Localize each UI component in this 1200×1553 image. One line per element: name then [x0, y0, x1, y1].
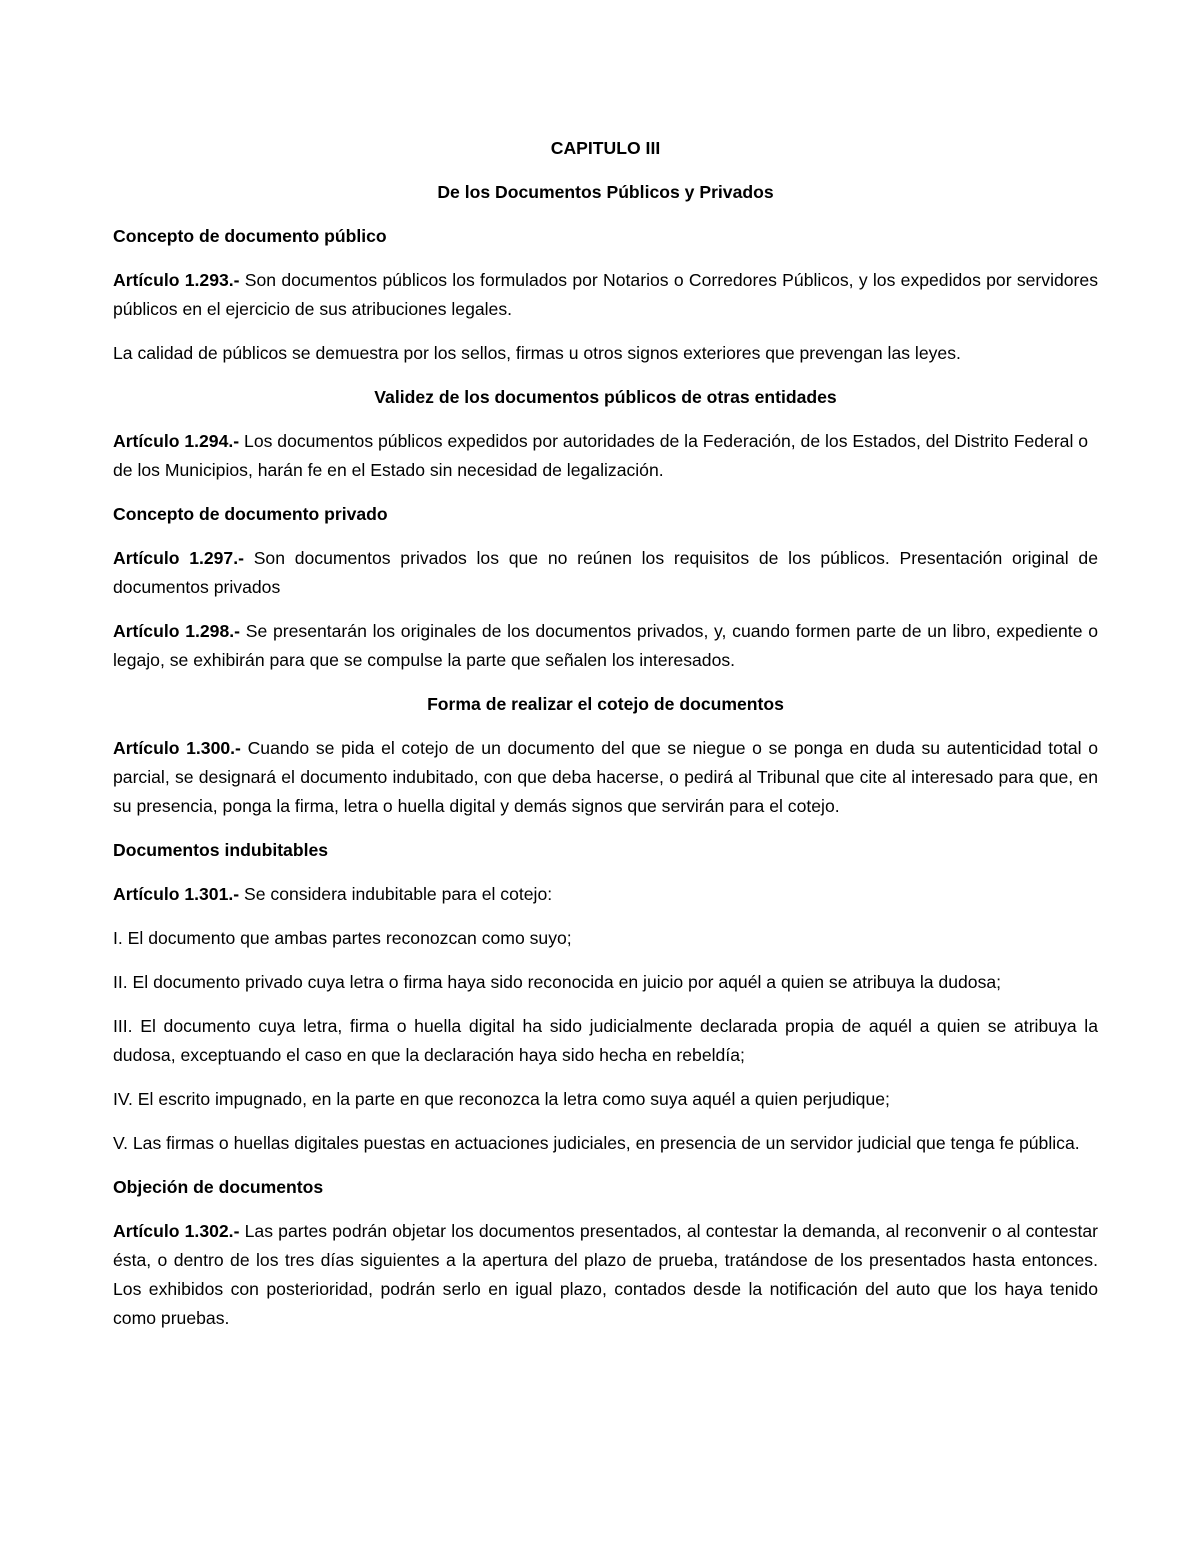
- article-text: Los documentos públicos expedidos por autoridades de la Federación, de los Estados, del Distrito Federal o de los Municipios, harán fe en el Estado sin necesidad de legalización.: [113, 431, 1089, 480]
- list-item: II. El documento privado cuya letra o firma haya sido reconocida en juicio por aquél a quien se atribuya la dudosa;: [113, 972, 1002, 992]
- list-item: V. Las firmas o huellas digitales puestas en actuaciones judiciales, en presencia de un servidor judicial que tenga fe pública.: [113, 1133, 1080, 1153]
- article-text: Se considera indubitable para el cotejo:: [239, 884, 553, 904]
- article-number: Artículo 1.302.-: [113, 1221, 240, 1241]
- article-text: Son documentos privados los que no reúnen los requisitos de los públicos. Presentación original de documentos privados: [113, 548, 1098, 597]
- section-heading-indubitables: Documentos indubitables: [113, 840, 329, 860]
- article-1297: [113, 544, 1098, 602]
- article-number: Artículo 1.301.-: [113, 884, 240, 904]
- article-text: Son documentos públicos los formulados por Notarios o Corredores Públicos, y los expedidos por servidores públicos en el ejercicio de sus atribuciones legales.: [113, 270, 1098, 319]
- article-number: Artículo 1.300.-: [113, 738, 241, 758]
- article-text: Se presentarán los originales de los documentos privados, y, cuando formen parte de un libro, expediente o legajo, se exhibirán para que se compulse la parte que señalen los interesados.: [113, 621, 1098, 670]
- list-item: I. El documento que ambas partes reconozcan como suyo;: [113, 928, 572, 948]
- section-heading-concepto-privado: Concepto de documento privado: [113, 504, 388, 524]
- article-1294: [113, 427, 1098, 485]
- article-number: Artículo 1.298.-: [113, 621, 240, 641]
- article-1301: [113, 880, 1098, 909]
- article-1302: [113, 1217, 1098, 1333]
- section-heading-validez: Validez de los documentos públicos de otras entidades: [374, 387, 837, 407]
- article-number: Artículo 1.294.-: [113, 431, 240, 451]
- chapter-heading: CAPITULO III: [550, 138, 661, 158]
- document-page: [113, 134, 1098, 1348]
- article-text: Cuando se pida el cotejo de un documento del que se niegue o se ponga en duda su autenticidad total o parcial, se designará el documento indubitado, con que deba hacerse, o pedirá al Tribunal que cite al interesado para que, en su presencia, ponga la firma, letra o huella digital y demás signos que servirán para el cotejo.: [113, 738, 1098, 816]
- article-number: Artículo 1.297.-: [113, 548, 244, 568]
- list-item: III. El documento cuya letra, firma o huella digital ha sido judicialmente declarada propia de aquél a quien se atribuya la dudosa, exceptuando el caso en que la declaración haya sido hecha en rebeldía;: [113, 1016, 1098, 1065]
- article-1293: [113, 266, 1098, 324]
- list-item: IV. El escrito impugnado, en la parte en que reconozca la letra como suya aquél a quien perjudique;: [113, 1089, 890, 1109]
- section-heading-objecion: Objeción de documentos: [113, 1177, 324, 1197]
- article-text: Las partes podrán objetar los documentos presentados, al contestar la demanda, al reconvenir o al contestar ésta, o dentro de los tres días siguientes a la apertura del plazo de prueba, tratándose de los presentados hasta entonces. Los exhibidos con posterioridad, podrán serlo en igual plazo, contados desde la notificación del auto que los haya tenido como pruebas.: [113, 1221, 1098, 1328]
- section-heading-concepto-publico: Concepto de documento público: [113, 226, 387, 246]
- article-number: Artículo 1.293.-: [113, 270, 240, 290]
- article-1298: [113, 617, 1098, 675]
- section-heading-cotejo: Forma de realizar el cotejo de documentos: [427, 694, 784, 714]
- chapter-title: De los Documentos Públicos y Privados: [437, 182, 774, 202]
- paragraph-calidad: La calidad de públicos se demuestra por los sellos, firmas u otros signos exteriores que prevengan las leyes.: [113, 343, 961, 363]
- article-1300: [113, 734, 1098, 821]
